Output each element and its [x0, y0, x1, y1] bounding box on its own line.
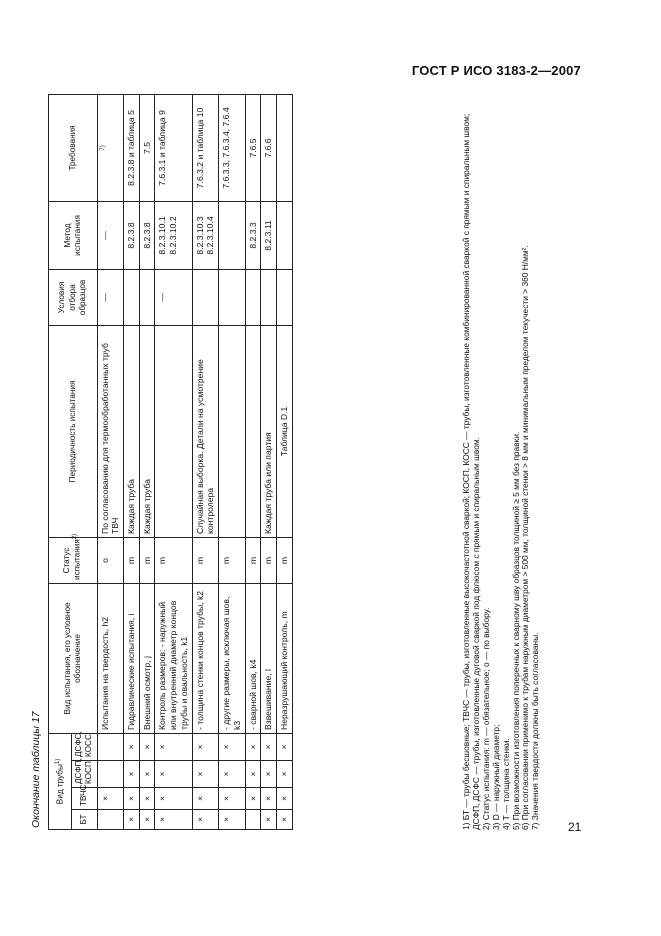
- sampling-cell: [219, 269, 245, 325]
- method-cell: 8.2.3.10.1 8.2.3.10.2: [155, 201, 192, 269]
- status-cell: m: [155, 537, 192, 583]
- method-cell: 8.2.3.11: [261, 201, 277, 269]
- status-cell: m: [277, 537, 293, 583]
- status-cell: m: [219, 537, 245, 583]
- periodicity-header: Периодичность испытания: [49, 325, 98, 537]
- test-type-cell: - сварной шов, k4: [245, 583, 261, 733]
- table-row: × × × × Контроль размеров: - наружный или внутренний диаметр концов трубы и овальность, k1 m — 8.2.3.10.1 8.2.3.10.2 7.6.3.1 и таблица 9: [155, 94, 192, 829]
- requirement-cell: 7.6.3.1 и таблица 9: [155, 94, 192, 201]
- periodicity-cell: Случайная выборка. Детали на усмотрение контролера: [192, 325, 218, 537]
- status-cell: m: [261, 537, 277, 583]
- sampling-cell: [261, 269, 277, 325]
- footnote: 5) При возможности изготовления поперечных к сварному шву образцов толщиной ≥ 5 мм без правки.: [510, 431, 521, 830]
- table-row: × × × × Гидравлические испытания, i m Каждая труба 8.2.3.8 8.2.3.8 и таблица 5: [123, 94, 139, 829]
- requirement-cell: 7.6.5: [245, 94, 261, 201]
- test-type-cell: Неразрушающий контроль, m: [277, 583, 293, 733]
- table-row: × × × × Внешний осмотр, j m Каждая труба 8.2.3.8 7.5: [139, 94, 155, 829]
- test-type-cell: - другие размеры, исключая шов, k3: [219, 583, 245, 733]
- requirement-cell: 7.6.6: [261, 94, 277, 201]
- requirement-cell: 7.5: [139, 94, 155, 201]
- test-type-cell: Контроль размеров: - наружный или внутренний диаметр концов трубы и овальность, k1: [155, 583, 192, 733]
- sampling-cell: —: [97, 269, 123, 325]
- footnote: 6) При согласовании применимо к трубам наружным диаметром > 500 мм, толщиной стенки > 8 мм и минимальным пределом текучести > 360 Н/мм².: [520, 245, 531, 830]
- test-type-header: Вид испытания, его условное обозначение: [49, 583, 98, 733]
- sampling-cell: [123, 269, 139, 325]
- footnote: 1) БТ — трубы бесшовные; ТВЧС — трубы, изготовленные высокочастотной сваркой; КОСП, КОСС — трубы, изготовленные комбинированной сваркой с прямым и спиральным швом; ДСФП, ДСФС — трубы, изготовленные дуговой сваркой под флюсом с прямым и спиральным швом.: [461, 113, 481, 830]
- table-row: × × × × - другие размеры, исключая шов, k3 m 7.6.3.3, 7.6.3.4, 7.6.4: [219, 94, 245, 829]
- page-number: 21: [568, 820, 582, 834]
- requirement-cell: 7): [97, 94, 123, 201]
- document-header: ГОСТ Р ИСО 3183-2—2007: [411, 63, 581, 78]
- footnotes: [462, 95, 541, 830]
- sampling-cell: [192, 269, 218, 325]
- sampling-header: Условия отбора образцов: [49, 269, 98, 325]
- sampling-cell: [277, 269, 293, 325]
- method-cell: —: [97, 201, 123, 269]
- status-cell: m: [123, 537, 139, 583]
- status-cell: m: [245, 537, 261, 583]
- status-cell: о: [97, 537, 123, 583]
- periodicity-cell: [245, 325, 261, 537]
- table-row: × × × × Неразрушающий контроль, m m Таблица D.1: [277, 94, 293, 829]
- status-cell: m: [139, 537, 155, 583]
- table-row: × × × × Взвешивание, l m Каждая труба или партия 8.2.3.11 7.6.6: [261, 94, 277, 829]
- footnote: 3) D — наружный диаметр;: [490, 724, 501, 830]
- method-cell: 8.2.3.3: [245, 201, 261, 269]
- continuation-label: Окончание таблицы 17: [30, 711, 42, 828]
- periodicity-cell: Каждая труба: [123, 325, 139, 537]
- footnote: 4) T — толщина стенки.: [500, 738, 511, 830]
- sampling-cell: —: [155, 269, 192, 325]
- method-cell: 8.2.3.8: [123, 201, 139, 269]
- periodicity-cell: Каждая труба или партия: [261, 325, 277, 537]
- test-type-cell: Внешний осмотр, j: [139, 583, 155, 733]
- periodicity-cell: По согласованию для термообработанных труб ТВЧ: [97, 325, 123, 537]
- requirement-cell: 8.2.3.8 и таблица 5: [123, 94, 139, 201]
- status-header: Статус испытания$^{2)}$: [49, 537, 98, 583]
- sampling-cell: [245, 269, 261, 325]
- method-cell: 8.2.3.10.3 8.2.3.10.4: [192, 201, 218, 269]
- requirements-table: [48, 94, 293, 830]
- periodicity-cell: Каждая труба: [139, 325, 155, 537]
- rotated-table-block: [30, 95, 560, 830]
- pipe-type-group-header: Вид трубы$^{1)}$: [49, 733, 72, 829]
- test-type-cell: - толщина стенки концов трубы, k2: [192, 583, 218, 733]
- periodicity-cell: [155, 325, 192, 537]
- method-cell: 8.2.3.8: [139, 201, 155, 269]
- pipe-type-dsfp: ДСФП, КОСП: [72, 761, 98, 788]
- method-cell: [277, 201, 293, 269]
- table-row: × × × - сварной шов, k4 m 8.2.3.3 7.6.5: [245, 94, 261, 829]
- test-type-cell: Испытания на твердость, h2: [97, 583, 123, 733]
- periodicity-cell: [219, 325, 245, 537]
- pipe-type-dsfs: ДСФС, КОСС: [72, 733, 98, 760]
- periodicity-cell: Таблица D.1: [277, 325, 293, 537]
- pipe-type-tvchs: ТВЧС: [72, 788, 98, 810]
- table-row: × Испытания на твердость, h2 о По согласованию для термообработанных труб ТВЧ — — $^{7)}$: [97, 94, 123, 829]
- status-cell: m: [192, 537, 218, 583]
- test-type-cell: Гидравлические испытания, i: [123, 583, 139, 733]
- requirements-header: Требования: [49, 94, 98, 201]
- requirement-cell: 7.6.3.2 и таблица 10: [192, 94, 218, 201]
- method-header: Метод испытания: [49, 201, 98, 269]
- test-type-cell: Взвешивание, l: [261, 583, 277, 733]
- requirement-cell: 7.6.3.3, 7.6.3.4, 7.6.4: [219, 94, 245, 201]
- table-row: × × × × - толщина стенки концов трубы, k2 m Случайная выборка. Детали на усмотрение контролера 8.2.3.10.3 8.2.3.10.4 7.6.3.2 и таблица 10: [192, 94, 218, 829]
- requirement-cell: [277, 94, 293, 201]
- footnote: 2) Статус испытания: m — обязательное; о — по выбору.: [480, 607, 491, 830]
- footnote: 7) Значения твердости должны быть согласованы.: [530, 632, 541, 830]
- sampling-cell: [139, 269, 155, 325]
- method-cell: [219, 201, 245, 269]
- pipe-type-bt: БТ: [72, 810, 98, 830]
